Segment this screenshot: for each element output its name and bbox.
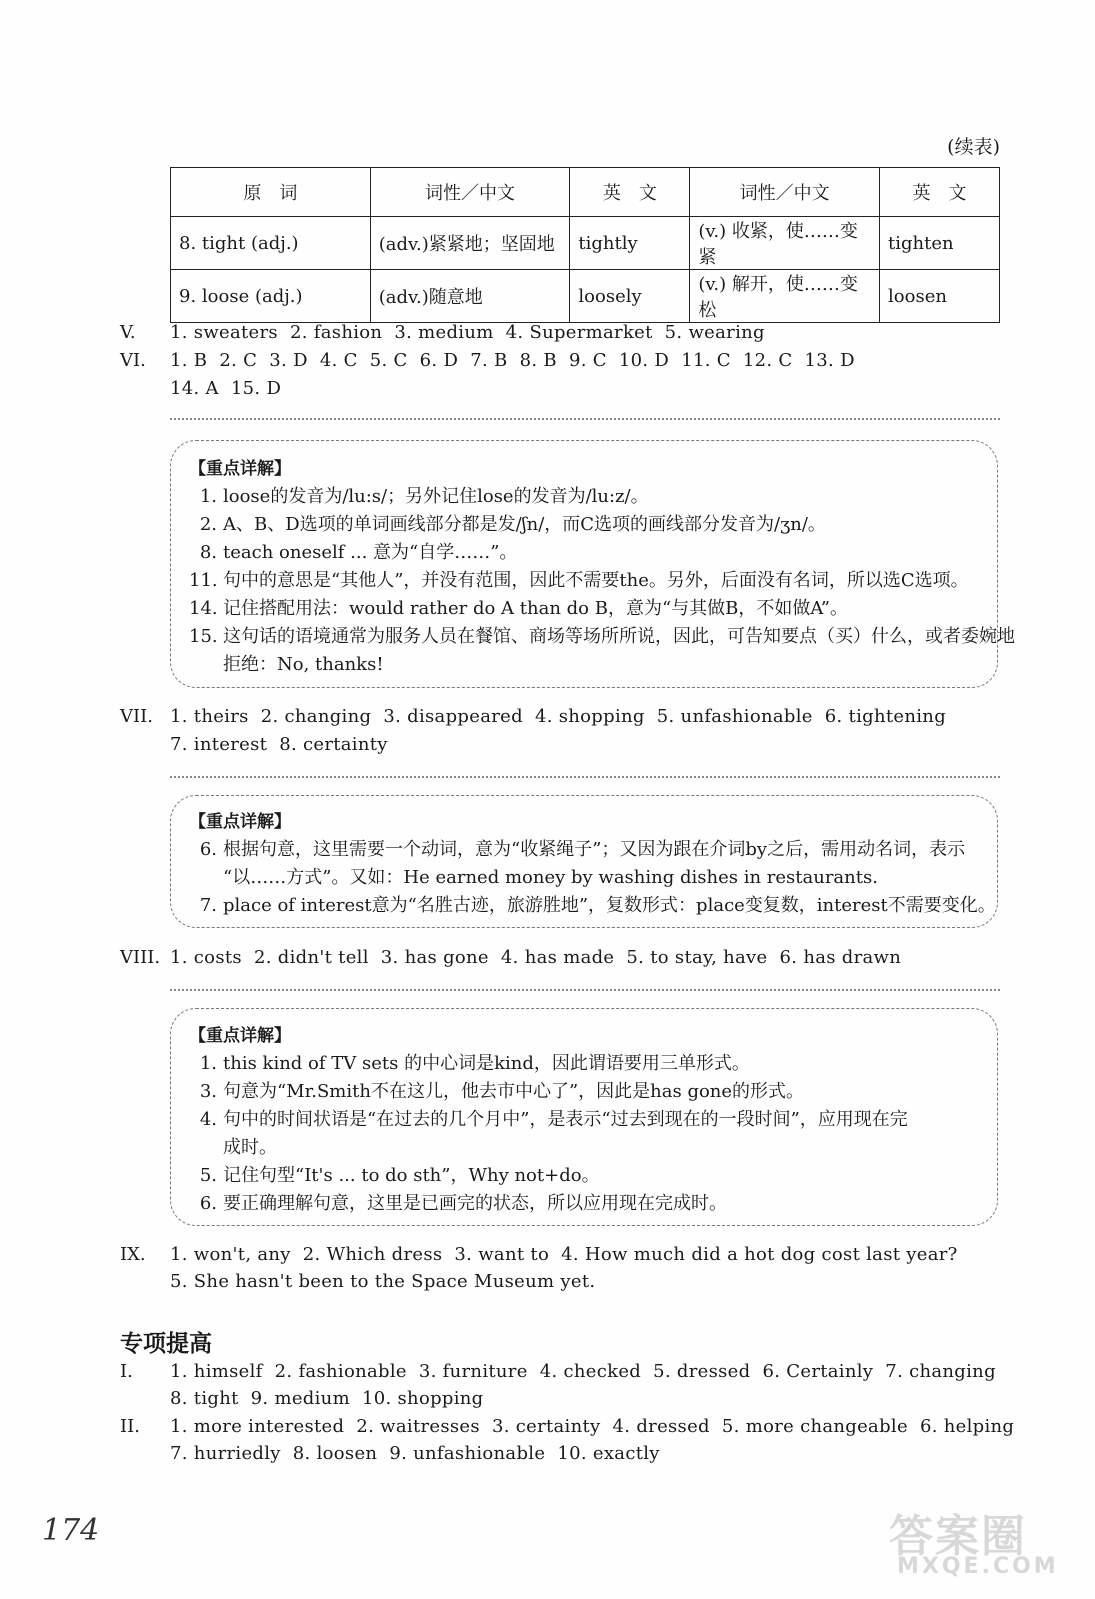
answer-line: 1. more interested 2. waitresses 3. certainty 4. dressed 5. more changeable 6. helping [170, 1416, 1015, 1437]
item-continuation: “以……方式”。又如：He earned money by washing dishes in restaurants. [223, 867, 878, 888]
table-cell: loosely [570, 270, 690, 323]
item-text: 句中的意思是“其他人”，并没有范围，因此不需要the。另外，后面没有名词，所以选C选项。 [223, 570, 969, 591]
explanation-item [189, 482, 985, 508]
item-text: 记住句型“It's ... to do sth”，Why not+do。 [223, 1165, 600, 1186]
item-number: 11. [189, 570, 218, 591]
item-number: 1. [199, 1053, 217, 1074]
item-text: loose的发音为/lu:s/；另外记住lose的发音为/lu:z/。 [223, 486, 649, 507]
table-cell: (v.) 解开，使……变松 [690, 270, 880, 323]
explanation-item [189, 510, 985, 536]
table-header-cell: 词性／中文 [690, 168, 880, 217]
item-text: 记住搭配用法：would rather do A than do B，意为“与其做B，不如做A”。 [223, 598, 848, 619]
answer-line: 5. She hasn't been to the Space Museum yet. [170, 1271, 596, 1292]
item-text: teach oneself ... 意为“自学……”。 [223, 542, 518, 563]
answer-line: 1. theirs 2. changing 3. disappeared 4. shopping 5. unfashionable 6. tightening [170, 706, 947, 727]
section-number: I. [120, 1361, 133, 1382]
explanation-item [189, 1049, 985, 1075]
item-number: 5. [199, 1165, 217, 1186]
item-number: 2. [199, 514, 217, 535]
explanation-item [189, 566, 985, 592]
item-text: place of interest意为“名胜古迹，旅游胜地”，复数形式：place变复数，interest不需要变化。 [223, 895, 996, 916]
page-number: 174 [42, 1513, 100, 1548]
table-cell: tightly [570, 217, 690, 270]
item-number: 6. [199, 839, 217, 860]
section-number: V. [120, 322, 136, 343]
item-number: 6. [199, 1193, 217, 1214]
table-cell: (adv.)随意地 [370, 270, 570, 323]
box-heading: 【重点详解】 [189, 1026, 291, 1046]
section-title: 专项提高 [120, 1331, 212, 1357]
answer-line: 8. tight 9. medium 10. shopping [170, 1388, 484, 1409]
item-text: 句中的时间状语是“在过去的几个月中”，是表示“过去到现在的一段时间”，应用现在完 [223, 1109, 908, 1130]
explanation-item [189, 1189, 985, 1215]
explanation-item [189, 1077, 985, 1103]
answer-line: 7. interest 8. certainty [170, 734, 388, 755]
explanation-item [189, 1105, 985, 1131]
table-cell: (v.) 收紧，使……变紧 [690, 217, 880, 270]
divider [170, 776, 1000, 778]
item-number: 3. [199, 1081, 217, 1102]
explanation-item [189, 835, 985, 861]
item-number: 1. [199, 486, 217, 507]
item-text: 要正确理解句意，这里是已画完的状态，所以应用现在完成时。 [223, 1193, 727, 1214]
answer-line: 1. himself 2. fashionable 3. furniture 4. checked 5. dressed 6. Certainly 7. changing [170, 1361, 996, 1382]
section-number: VI. [120, 350, 146, 371]
item-continuation: 成时。 [223, 1137, 277, 1158]
explanation-box [170, 1008, 998, 1226]
answer-line: 14. A 15. D [170, 378, 282, 399]
table-cell: 8. tight (adj.) [171, 217, 371, 270]
explanation-item [189, 538, 985, 564]
table-row [171, 217, 1000, 270]
answer-line: 1. costs 2. didn't tell 3. has gone 4. has made 5. to stay, have 6. has drawn [170, 947, 902, 968]
item-number: 4. [199, 1109, 217, 1130]
explanation-item [189, 891, 996, 917]
table-header-cell: 词性／中文 [370, 168, 570, 217]
table-header-cell: 原 词 [171, 168, 371, 217]
section-number: VII. [120, 706, 153, 727]
table-header-cell: 英 文 [880, 168, 1000, 217]
watermark-logo [889, 1500, 1079, 1585]
table-header-row [171, 168, 1000, 217]
divider [170, 418, 1000, 420]
item-text: 句意为“Mr.Smith不在这儿，他去市中心了”，因此是has gone的形式。 [223, 1081, 805, 1102]
item-text: this kind of TV sets 的中心词是kind，因此谓语要用三单形式。 [223, 1053, 750, 1074]
explanation-item [189, 622, 1015, 648]
explanation-box [170, 795, 998, 928]
vocab-table [170, 167, 1000, 323]
answer-line: 1. B 2. C 3. D 4. C 5. C 6. D 7. B 8. B 9. C 10. D 11. C 12. C 13. D [170, 350, 855, 371]
continued-label: (续表) [947, 136, 1000, 158]
item-text: 这句话的语境通常为服务人员在餐馆、商场等场所所说，因此，可告知要点（买）什么，或者委婉地 [223, 626, 1015, 647]
watermark-text: 答案圈 [889, 1511, 1027, 1562]
item-text: 根据句意，这里需要一个动词，意为“收紧绳子”；又因为跟在介词by之后，需用动名词，表示 [223, 839, 966, 860]
answer-line: 1. won't, any 2. Which dress 3. want to 4. How much did a hot dog cost last year? [170, 1244, 958, 1265]
answer-line: 7. hurriedly 8. loosen 9. unfashionable 10. exactly [170, 1443, 660, 1464]
box-heading: 【重点详解】 [189, 459, 291, 479]
table-header-cell: 英 文 [570, 168, 690, 217]
box-heading: 【重点详解】 [189, 812, 291, 832]
item-number: 15. [189, 626, 218, 647]
table-cell: loosen [880, 270, 1000, 323]
item-continuation: 拒绝：No, thanks! [223, 654, 384, 675]
divider [170, 989, 1000, 991]
section-number: IX. [120, 1244, 146, 1265]
table-row [171, 270, 1000, 323]
item-number: 7. [199, 895, 217, 916]
watermark-url: MXQE.COM [897, 1554, 1059, 1579]
section-number: II. [120, 1416, 140, 1437]
explanation-item [189, 594, 985, 620]
item-text: A、B、D选项的单词画线部分都是发/ʃn/，而C选项的画线部分发音为/ʒn/。 [223, 514, 826, 535]
table-cell: tighten [880, 217, 1000, 270]
item-number: 8. [199, 542, 217, 563]
table-cell: (adv.)紧紧地；坚固地 [370, 217, 570, 270]
item-number: 14. [189, 598, 218, 619]
explanation-item [189, 1161, 985, 1187]
section-number: VIII. [120, 947, 161, 968]
explanation-box [170, 440, 1015, 688]
table-cell: 9. loose (adj.) [171, 270, 371, 323]
answer-line: 1. sweaters 2. fashion 3. medium 4. Supermarket 5. wearing [170, 322, 765, 343]
